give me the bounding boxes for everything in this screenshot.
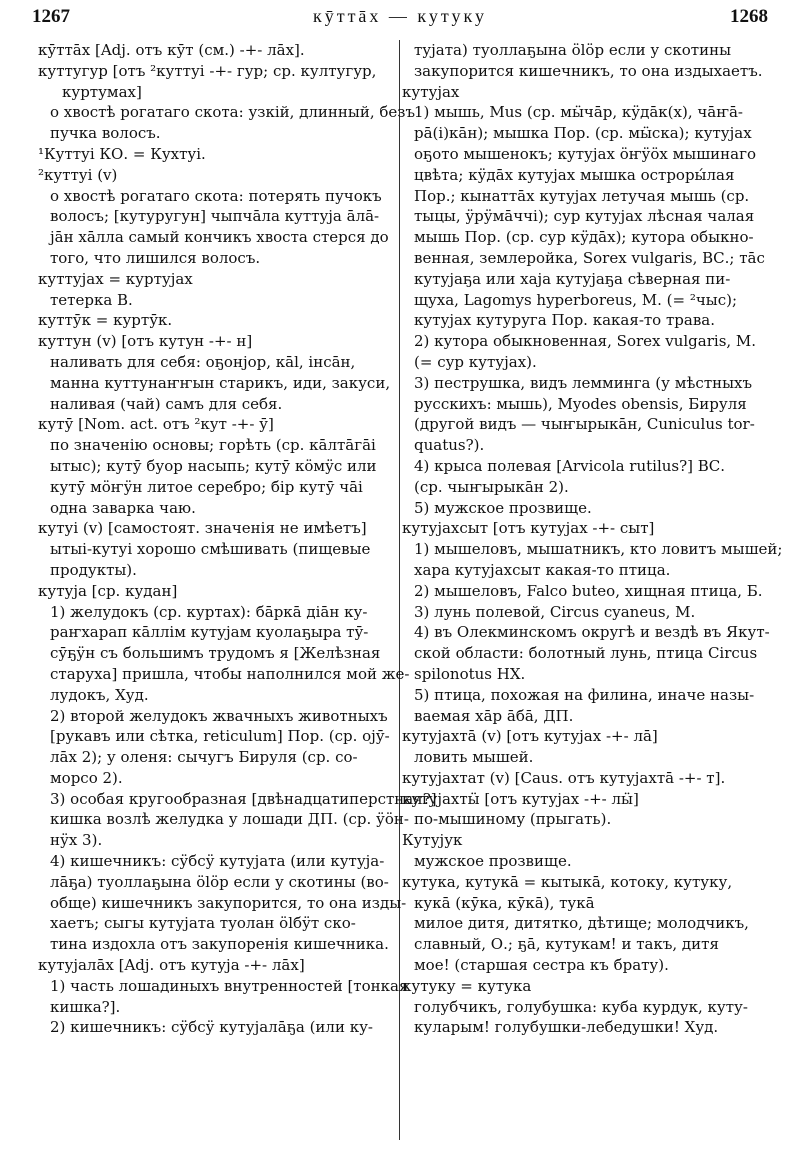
dictionary-line: раҥхарап кāллім кутујам куолаҕыра тӯ- — [50, 623, 369, 642]
dictionary-line: рā(і)кāн); мышка Пор. (ср. мӹска); кутујах — [414, 124, 752, 143]
dictionary-line: по-мышиному (прыгать). — [414, 810, 612, 829]
dictionary-line: мое! (старшая сестра къ брату). — [414, 956, 669, 975]
dictionary-line: пучка волосъ. — [50, 124, 161, 143]
dictionary-line: 2) второй желудокъ жвачныхъ животныхъ — [50, 706, 388, 725]
dictionary-line: тујата) туоллаҕына ӧlӧр если у скотины — [414, 41, 732, 59]
dictionary-line: кутуі (v) [самостоят. значенія не имѣетъ] — [38, 519, 367, 538]
dictionary-line: ловить мышей. — [414, 748, 534, 767]
dictionary-line: русскихъ: мышь), Myodes obensis, Бируля — [414, 394, 747, 413]
dictionary-line: ытыі-кутуі хорошо смѣшивать (пищевые — [50, 540, 371, 559]
dictionary-line: наливая (чай) самъ для себя. — [50, 394, 283, 413]
dictionary-line: волосъ; [кутуругун] чыпчāла куттуја āлā- — [50, 207, 380, 226]
dictionary-line: лāх 2); у оленя: сычугъ Бируля (ср. со- — [50, 748, 358, 767]
dictionary-line: одна заварка чаю. — [50, 498, 196, 517]
dictionary-line: кутӯ мӧҥӱн литое серебро; бір кутӯ чāі — [50, 477, 363, 496]
page-header — [0, 0, 800, 34]
dictionary-line: кутујахтат (v) [Caus. отъ кутујахтā -+- т]. — [402, 768, 726, 787]
dictionary-line: (= сур кутујах). — [414, 352, 537, 371]
dictionary-line: кутӯ [Nom. act. отъ ²кут -+- ӯ] — [38, 415, 274, 434]
dictionary-line: оҕото мышенокъ; кутујах ӧҥӱӧх мышинаго — [414, 144, 756, 163]
dictionary-line: 2) кишечникъ: сӱбсӱ кутујалāҕа (или ку- — [50, 1018, 373, 1037]
dictionary-line: ытыс); кутӯ буор насыпь; кутӯ кӧмӱс или — [50, 456, 377, 475]
dictionary-line: куртумах] — [62, 82, 142, 101]
dictionary-line: [рукавъ или сѣтка, reticulum] Пор. (ср. ојӯ- — [50, 727, 390, 746]
dictionary-line: ваемая хāр āбā, ДП. — [414, 706, 574, 725]
dictionary-line: кишка возлѣ желудка у лошади ДП. (ср. ӱӧн- — [50, 810, 409, 829]
dictionary-line: кишка?]. — [50, 997, 121, 1016]
dictionary-line: кӯттāх [Adj. отъ кӯт (см.) -+- лāх]. — [38, 41, 305, 59]
dictionary-line: кутујахтӹ [отъ кутујах -+- лӹ] — [402, 789, 639, 808]
dictionary-line: славный, О.; ҕā, кутукам! и такъ, дитя — [414, 935, 719, 954]
dictionary-line: 5) птица, похожая на филина, иначе назы- — [414, 685, 755, 704]
dictionary-line: по значенію основы; горѣть (ср. кāлтāгāі — [50, 436, 376, 455]
dictionary-line: лудокъ, Худ. — [50, 685, 149, 704]
dictionary-line: кутујаҕа или хаја кутујаҕа сѣверная пи- — [414, 269, 731, 288]
dictionary-line: spilonotus НХ. — [414, 664, 526, 683]
dictionary-line: 3) особая кругообразная [двѣнадцатиперстная?] — [50, 789, 437, 808]
left-page-number: 1267 — [32, 6, 70, 27]
dictionary-line: тыцы, ӱрӱмāччі); сур кутујах лѣсная чалая — [414, 207, 755, 226]
dictionary-line: хаетъ; сыгы кутујата туолан ӧlбӱт ско- — [50, 914, 356, 933]
dictionary-line: милое дитя, дитятко, дѣтище; молодчикъ, — [414, 914, 749, 933]
dictionary-line: 2) кутора обыкновенная, Sorex vulgaris, М. — [414, 332, 757, 351]
dictionary-line: кутуја [ср. кудан] — [38, 581, 178, 600]
dictionary-line: продукты). — [50, 560, 137, 579]
dictionary-line: ской области: болотный лунь, птица Circus — [414, 644, 758, 663]
dictionary-line: кутујах кутуруга Пор. какая-то трава. — [414, 311, 715, 330]
dictionary-line: 1) часть лошадиныхъ внутренностей [тонкая — [50, 976, 409, 995]
dictionary-line: кукā (кӯка, кӯкā), тукā — [414, 893, 595, 912]
dictionary-line: голубчикъ, голубушка: куба курдук, куту- — [414, 997, 748, 1016]
dictionary-line: ²куттуі (v) — [38, 165, 118, 184]
dictionary-line: закупорится кишечникъ, то она издыхаетъ. — [414, 61, 763, 80]
dictionary-line: 1) желудокъ (ср. куртах): бāркā діāн ку- — [50, 602, 368, 621]
running-title: кӯттāх — кутуку — [312, 6, 488, 26]
dictionary-line: старуха] пришла, чтобы наполнился мой же- — [50, 664, 410, 683]
dictionary-line: сӯҕӱн съ большимъ трудомъ я [Желѣзная — [50, 644, 381, 663]
dictionary-line: 5) мужское прозвище. — [414, 498, 592, 517]
dictionary-line: 1) мышь, Mus (ср. мӹчāр, кӱдāк(х), чāҥā- — [414, 103, 744, 122]
dictionary-line: обще) кишечникъ закупорится, то она изды- — [50, 893, 407, 912]
dictionary-line: манна куттунаҥҥын старикъ, иди, закуси, — [50, 373, 391, 392]
dictionary-line: 3) пеструшка, видъ лемминга (у мѣстныхъ — [414, 373, 753, 392]
dictionary-line: мужское прозвище. — [414, 852, 572, 871]
dictionary-line: кутука, кутукā = кытыкā, котоку, кутуку, — [402, 872, 733, 891]
dictionary-line: 1) мышеловъ, мышатникъ, кто ловитъ мышей; — [414, 540, 783, 559]
dictionary-line: хара кутујахсыт какая-то птица. — [414, 560, 671, 579]
dictionary-line: венная, землеройка, Sorex vulgaris, ВС.; тāс — [414, 248, 765, 267]
dictionary-line: 2) мышеловъ, Falco buteo, хищная птица, Б. — [414, 581, 763, 600]
dictionary-line: (другой видъ — чыҥырыкāн, Cuniculus tor- — [414, 415, 755, 434]
dictionary-line: кутујах — [402, 82, 460, 101]
dictionary-line: щуха, Lagomys hyperboreus, М. (= ²чыс); — [414, 290, 738, 309]
dictionary-line: куттун (v) [отъ кутун -+- н] — [38, 332, 253, 351]
dictionary-line: нӱх 3). — [50, 831, 103, 850]
dictionary-line: о хвостѣ рогатаго скота: узкій, длинный, безъ — [50, 103, 416, 122]
dictionary-line: 4) въ Олекминскомъ округѣ и вездѣ въ Якут- — [414, 623, 770, 642]
dictionary-line: куттӯк = куртӯк. — [38, 311, 173, 330]
dictionary-line: морсо 2). — [50, 768, 123, 787]
dictionary-line: кутујалāх [Adj. отъ кутуја -+- лāх] — [38, 956, 305, 975]
dictionary-line: 4) крыса полевая [Arvicola rutilus?] ВС. — [414, 456, 726, 475]
right-column — [402, 40, 782, 1038]
dictionary-line: кутујахсыт [отъ кутујах -+- сыт] — [402, 519, 655, 538]
dictionary-line: 3) лунь полевой, Circus cyaneus, М. — [414, 602, 696, 621]
dictionary-line: кутујахтā (v) [отъ кутујах -+- лā] — [402, 727, 658, 746]
dictionary-line: куларым! голубушки-лебедушки! Худ. — [414, 1018, 719, 1037]
dictionary-line: ¹Куттуі КО. = Кухтуі. — [38, 144, 206, 163]
dictionary-line: лāҕа) туоллаҕына ӧlӧр если у скотины (во- — [50, 872, 389, 891]
dictionary-line: јāн хāлла самый кончикъ хвоста стерся до — [50, 228, 389, 247]
dictionary-line: куттујах = куртујах — [38, 269, 193, 288]
dictionary-line: (ср. чыҥырыкāн 2). — [414, 477, 569, 496]
dictionary-line: quatus?). — [414, 436, 485, 455]
dictionary-line: 4) кишечникъ: сӱбсӱ кутујата (или кутуја- — [50, 852, 385, 871]
dictionary-line: того, что лишился волосъ. — [50, 248, 261, 267]
dictionary-line: о хвостѣ рогатаго скота: потерять пучокъ — [50, 186, 382, 205]
dictionary-line: тетерка В. — [50, 290, 133, 309]
dictionary-line: куттугур [отъ ²куттуі -+- гур; ср. култугур, — [38, 61, 377, 80]
dictionary-line: Пор.; кынаттāх кутујах летучая мышь (ср. — [414, 186, 750, 205]
right-page-number: 1268 — [730, 6, 768, 27]
dictionary-line: Кутујук — [402, 831, 463, 850]
dictionary-line: кутуку = кутука — [402, 976, 532, 995]
dictionary-line: мышь Пор. (ср. сур кӱдāх); кутора обыкно- — [414, 228, 754, 247]
dictionary-line: цвѣта; кӱдāх кутујах мышка остроры́лая — [414, 165, 735, 184]
dictionary-line: тина издохла отъ закупоренія кишечника. — [50, 935, 389, 954]
dictionary-line: наливать для себя: оҕонјор, кāl, інсāн, — [50, 352, 356, 371]
